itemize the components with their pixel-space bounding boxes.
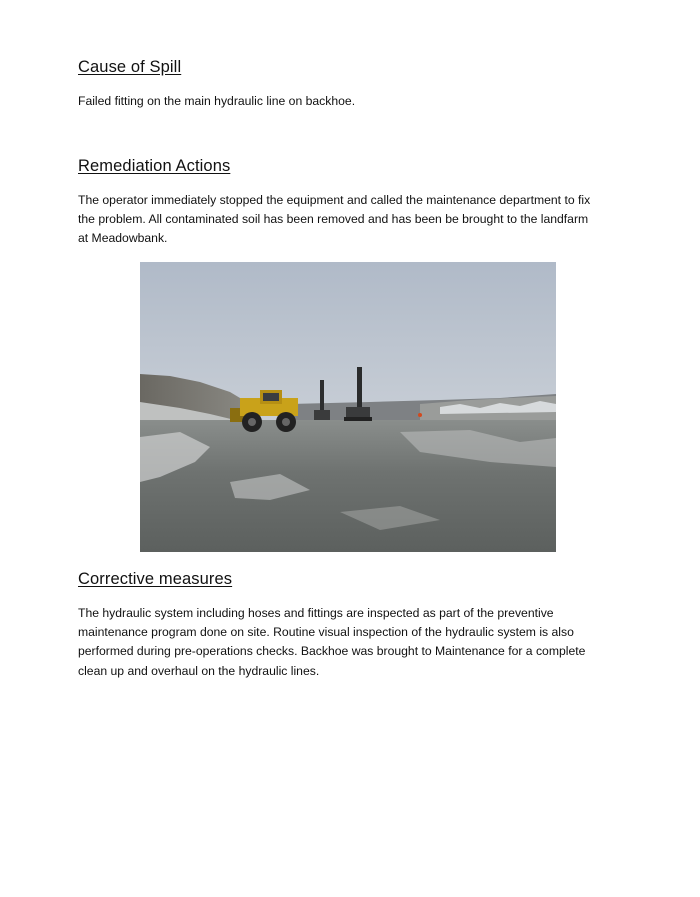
remediation-heading: Remediation Actions — [78, 157, 231, 175]
corrective-line: The hydraulic system including hoses and fittings are inspected as part of the preventive — [78, 606, 554, 620]
corrective-body — [78, 604, 633, 681]
site-photo — [140, 262, 556, 552]
marker-flag — [418, 413, 422, 417]
corrective-line: maintenance program done on site. Routine visual inspection of the hydraulic system is also — [78, 625, 574, 640]
remediation-line: the problem. All contaminated soil has been removed and has been be brought to the landfarm — [78, 212, 589, 227]
remediation-body — [78, 191, 633, 249]
cause-heading: Cause of Spill — [78, 58, 182, 76]
corrective-heading: Corrective measures — [78, 570, 233, 588]
corrective-line: performed during pre-operations checks. Backhoe was brought to Maintenance for a complete — [78, 644, 586, 659]
remediation-line: at Meadowbank. — [78, 231, 168, 246]
corrective-line: clean up and overhaul on the hydraulic lines. — [78, 663, 320, 678]
cause-body: Failed fitting on the main hydraulic line on backhoe. — [78, 94, 356, 108]
remediation-line: The operator immediately stopped the equipment and called the maintenance department to fix — [78, 193, 591, 207]
